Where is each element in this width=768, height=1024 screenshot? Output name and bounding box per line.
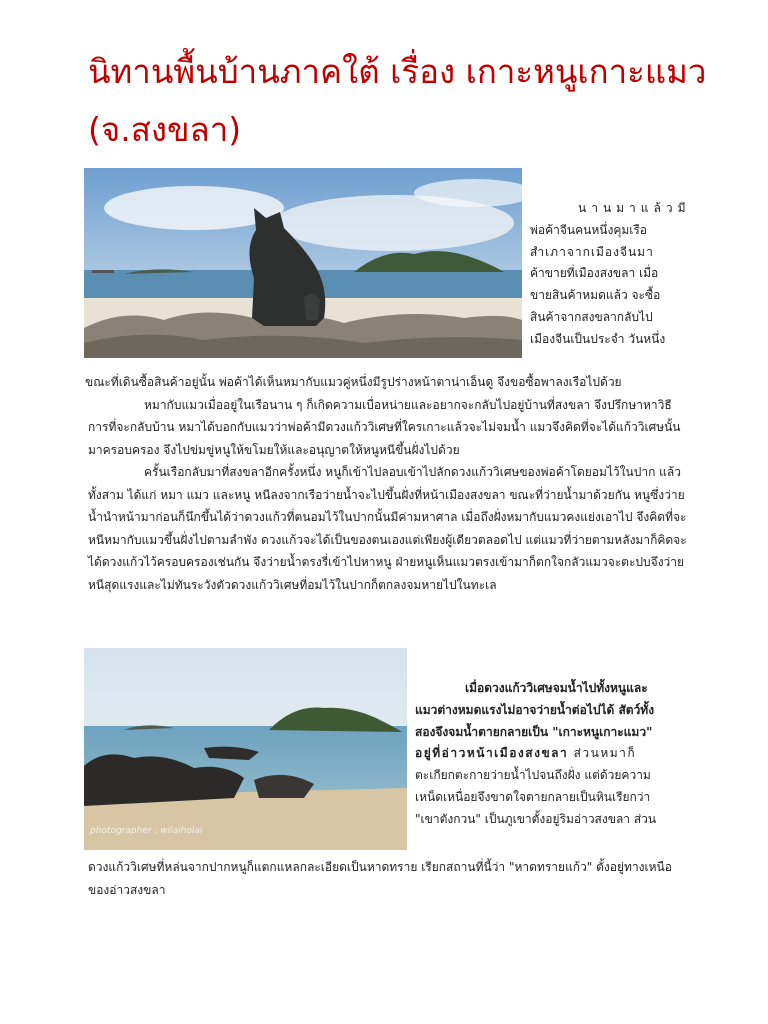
story-body xyxy=(85,371,688,596)
story-conclusion xyxy=(88,856,688,901)
islands-shore-photo xyxy=(84,648,407,850)
side-line: เมื่อดวงแก้ววิเศษจมน้ำไปทั้งหนูและ xyxy=(465,681,648,695)
bold-phrase: อยู่ที่อ่าวหน้าเมืองสงขลา xyxy=(415,746,569,761)
paragraph: ขณะที่เดินซื้อสินค้าอยู่นั้น พ่อค้าได้เห็นหมากับแมวคู่หนึ่งมีรูปร่างหน้าตาน่าเอ็นดู จึงขอซื้อพาลงเรือไปด้วย xyxy=(85,375,622,389)
side-line: นานมาแล้วมี xyxy=(578,201,691,215)
side-line: สำเภาจากเมืองจีนมา xyxy=(530,244,654,259)
side-line: เหน็ดเหนื่อยจึงขาดใจตายกลายเป็นหินเรียกว่า xyxy=(415,789,651,804)
paragraph: ดวงแก้ววิเศษที่หล่นจากปากหนูก็แตกแหลกละเอียดเป็นหาดทราย เรียกสถานที่นี้ว่า "หาดทรายแก้ว" ตั้งอยู่ทางเหนือของอ่าวสงขลา xyxy=(88,860,672,897)
side-line: ตะเกียกตะกายว่ายน้ำไปจนถึงฝั่ง แต่ด้วยความ xyxy=(415,768,651,783)
paragraph: หมากับแมวเมื่ออยู่ในเรือนาน ๆ ก็เกิดความเบื่อหน่ายและอยากจะกลับไปอยู่บ้านที่สงขลา จึงปรึกษาหาวิธีการที่จะกลับบ้าน หมาได้บอกกับแมวว่าพ่อค้ามีดวงแก้ววิเศษที่ใครเกาะแล้วจะไม่จมน้ำ แมวจึงคิดที่จะได้แก้ววิเศษนั้นมาครอบครอง จึงไปข่มขู่หนูให้ขโมยให้และอนุญาตให้หนูหนีขึ้นฝั่งไปด้วย xyxy=(88,397,681,457)
side-line: ค้าขายที่เมืองสงขลา เมื่อ xyxy=(530,266,659,281)
side-line: แมวต่างหมดแรงไม่อาจว่ายน้ำต่อไปได้ สัตว์ทั้ง xyxy=(415,702,655,717)
side-line: ขายสินค้าหมดแล้ว จะซื้อ xyxy=(530,288,661,303)
story-ending-column xyxy=(415,678,656,831)
story-intro-column xyxy=(530,198,691,351)
cat-statue-photo xyxy=(84,168,522,358)
page-subtitle: (จ.สงขลา) xyxy=(88,110,242,149)
photo-watermark: photographer : wilaiholai xyxy=(90,826,203,836)
paragraph: ครั้นเรือกลับมาที่สงขลาอีกครั้งหนึ่ง หนูก็เข้าไปลอบเข้าไปลักดวงแก้ววิเศษของพ่อค้าโดยอมไว้ในปาก แล้วทั้งสาม ได้แก่ หมา แมว และหนู หนีลงจากเรือว่ายน้ำจะไปขึ้นฝั่งที่หน้าเมืองสงขลา ขณะที่ว่ายน้ำมาด้วยกัน หนูซึ่งว่ายน้ำนำหน้ามาก่อนก็นึกขึ้นได้ว่าดวงแก้วที่ตนอมไว้ในปากนั้นมีค่ามหาศาล เมื่อถึงฝั่งหมากับแมวคงแย่งเอาไป จึงคิดที่จะหนีหมากับแมวขึ้นฝั่งไปตามลำพัง ดวงแก้วจะได้เป็นของตนเองแต่เพียงผู้เดียวตลอดไป แต่แมวที่ว่ายตามหลังมาก็คิดจะได้ดวงแก้วไว้ครอบครองเช่นกัน จึงว่ายน้ำตรงรี่เข้าไปหาหนู ฝ่ายหนูเห็นแมวตรงเข้ามาก็ตกใจกลัวแมวจะตะปบจึงว่ายหนีสุดแรงและไม่ทันระวังตัวดวงแก้ววิเศษที่อมไว้ในปากก็ตกลงจมหายไปในทะเล xyxy=(88,465,687,592)
side-line: สินค้าจากสงขลากลับไป xyxy=(530,309,653,324)
side-line: พ่อค้าจีนคนหนึ่งคุมเรือ xyxy=(530,222,648,237)
side-line-rest: ส่วนหมาก็ xyxy=(568,746,637,761)
page-title: นิทานพื้นบ้านภาคใต้ เรื่อง เกาะหนูเกาะแมว xyxy=(88,52,707,91)
side-line xyxy=(415,743,656,765)
side-line: เมืองจีนเป็นประจำ วันหนึ่ง xyxy=(530,331,666,346)
side-line: "เขาตังกวน" เป็นภูเขาตั้งอยู่ริมอ่าวสงขลา ส่วน xyxy=(415,811,657,826)
side-line: สองจึงจมน้ำตายกลายเป็น "เกาะหนูเกาะแมว" xyxy=(415,724,653,739)
